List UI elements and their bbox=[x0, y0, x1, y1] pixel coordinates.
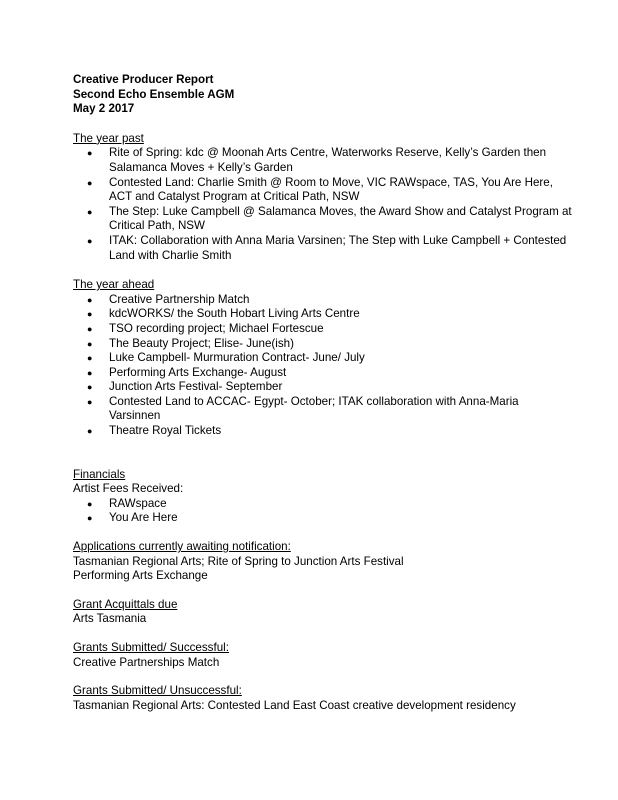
applications-line: Tasmanian Regional Arts; Rite of Spring to Junction Arts Festival bbox=[73, 554, 404, 568]
applications-line: Performing Arts Exchange bbox=[73, 569, 208, 583]
heading-grants-successful: Grants Submitted/ Successful: bbox=[73, 641, 229, 654]
grants-successful-line: Creative Partnerships Match bbox=[73, 655, 220, 669]
list-item: ● The Step: Luke Campbell @ Salamanca Moves, the Award Show and Catalyst Program at Critical Path, NSW bbox=[73, 205, 573, 234]
list-item: ● Rite of Spring: kdc @ Moonah Arts Centre, Waterworks Reserve, Kelly’s Garden then Salamanca Moves + Kelly’s Garden bbox=[73, 146, 573, 175]
heading-year-ahead: The year ahead bbox=[73, 278, 155, 292]
section-year-ahead bbox=[73, 278, 573, 439]
section-grants-successful bbox=[73, 641, 573, 670]
list-item: ● kdcWORKS/ the South Hobart Living Arts Centre bbox=[73, 307, 573, 322]
section-financials bbox=[73, 468, 573, 526]
heading-applications: Applications currently awaiting notification: bbox=[73, 540, 291, 554]
section-grants-unsuccessful bbox=[73, 684, 573, 713]
list-item: ● Contested Land to ACCAC- Egypt- October; ITAK collaboration with Anna-Maria Varsinnen bbox=[73, 395, 573, 424]
grants-unsuccessful-line: Tasmanian Regional Arts: Contested Land East Coast creative development residency bbox=[73, 698, 516, 712]
list-item: ● You Are Here bbox=[73, 511, 573, 526]
list-item: ● TSO recording project; Michael Fortescue bbox=[73, 322, 573, 337]
list-item: ● Contested Land: Charlie Smith @ Room to Move, VIC RAWspace, TAS, You Are Here, ACT and Catalyst Program at Critical Path, NSW bbox=[73, 176, 573, 205]
list-item: ● Junction Arts Festival- September bbox=[73, 380, 573, 395]
list-item: ● The Beauty Project; Elise- June(ish) bbox=[73, 337, 573, 352]
heading-grants-unsuccessful: Grants Submitted/ Unsuccessful: bbox=[73, 684, 242, 698]
report-title: Creative Producer Report bbox=[73, 73, 214, 86]
year-past-list bbox=[73, 146, 573, 263]
year-ahead-list bbox=[73, 293, 573, 439]
list-item: ● ITAK: Collaboration with Anna Maria Varsinen; The Step with Luke Campbell + Contested Land with Charlie Smith bbox=[73, 234, 573, 263]
heading-grant-acquittals: Grant Acquittals due bbox=[73, 597, 178, 611]
heading-year-past: The year past bbox=[73, 131, 144, 145]
artist-fees-label: Artist Fees Received: bbox=[73, 482, 184, 496]
grant-acquittals-line: Arts Tasmania bbox=[73, 612, 147, 626]
report-date: May 2 2017 bbox=[73, 102, 135, 116]
title-block bbox=[73, 73, 573, 117]
report-subtitle: Second Echo Ensemble AGM bbox=[73, 87, 235, 101]
list-item: ● Creative Partnership Match bbox=[73, 293, 573, 308]
section-year-past bbox=[73, 132, 573, 263]
document-content bbox=[73, 73, 573, 713]
list-item: ● Theatre Royal Tickets bbox=[73, 424, 573, 439]
artist-fees-list bbox=[73, 497, 573, 526]
list-item: ● RAWspace bbox=[73, 497, 573, 512]
heading-financials: Financials bbox=[73, 467, 126, 481]
section-grant-acquittals bbox=[73, 598, 573, 627]
list-item: ● Performing Arts Exchange- August bbox=[73, 366, 573, 381]
section-applications bbox=[73, 540, 573, 584]
list-item: ● Luke Campbell- Murmuration Contract- June/ July bbox=[73, 351, 573, 366]
